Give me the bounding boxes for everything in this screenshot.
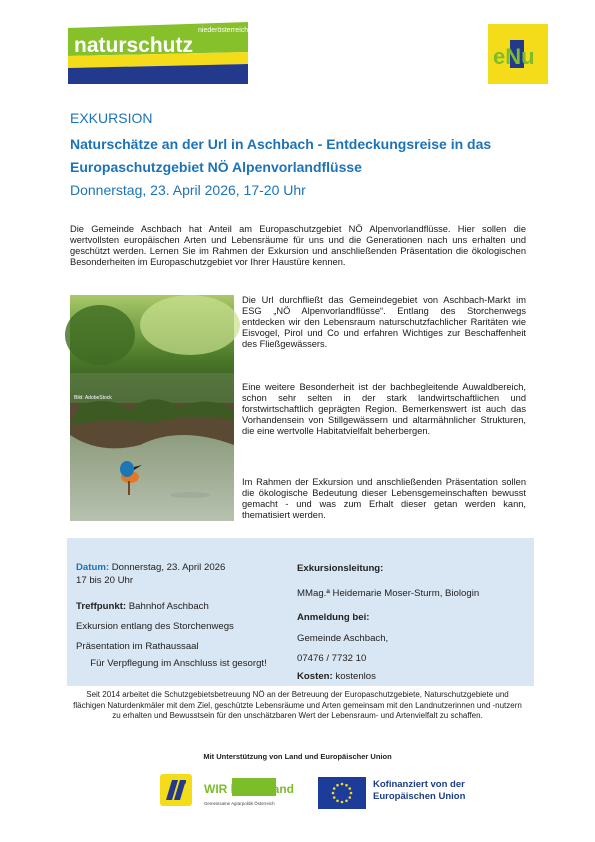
kicker-label: EXKURSION: [70, 110, 153, 126]
wir-leben-land-logo: [202, 776, 294, 808]
kosten-label: Kosten:: [297, 671, 333, 682]
datum-value: Donnerstag, 23. April 2026: [111, 562, 226, 573]
eu-star: [333, 796, 336, 799]
eu-star: [341, 801, 344, 804]
support-line: Mit Unterstützung von Land und Europäischer Union: [203, 752, 392, 761]
eu-star: [350, 792, 353, 795]
title-line-2: Europaschutzgebiet NÖ Alpenvorlandflüsse: [70, 159, 362, 175]
intro-paragraph: Die Gemeinde Aschbach hat Anteil am Europaschutzgebiet NÖ Alpenvorlandflüsse. Hier sollen die wertvollsten europäischen Arten und Lebensräume für uns und die Generationen nach uns erhalten und geschützt werden. Lernen Sie im Rahmen der Exkursion und anschließenden Präsentation die ökologischen Besonderheiten im Europaschutzgebiet vor Ihrer Haustüre kennen.: [70, 224, 526, 267]
time-value: 17 bis 20 Uhr: [76, 575, 134, 586]
eu-star: [336, 784, 339, 787]
praesentation-line: Präsentation im Rathaussaal: [76, 641, 199, 652]
eu-star: [336, 799, 339, 802]
paragraph-auwald: Eine weitere Besonderheit ist der bachbegleitende Auwaldbereich, schon sehr selten in der stark landwirtschaftlichen und forstwirtschaftlich geprägten Region. Bemerkenswert ist auch das Vorhandensein von Stillgewässern und altarmähnlicher Strukturen, die eine wertvolle Habitatvielfalt beherbergen.: [242, 382, 526, 436]
datum-row: [76, 562, 225, 574]
noe-logo: [160, 774, 192, 806]
kosten-row: [297, 671, 376, 683]
title-line-1: Naturschätze an der Url in Aschbach - Entdeckungsreise in das: [70, 136, 492, 152]
eu-star: [348, 796, 351, 799]
photo-credit: Bild: AdobeStock: [74, 395, 112, 401]
eu-star: [333, 787, 336, 790]
eu-star: [345, 784, 348, 787]
enu-wordmark: eNu: [493, 44, 535, 69]
paragraph-praesentation: Im Rahmen der Exkursion und anschließenden Präsentation sollen die ökologische Bedeutung dieser Lebensgemeinschaften bewusst gemacht - und was zum Erhalt dieser getan werden kann, thematisiert werden.: [242, 477, 526, 520]
info-box: [67, 538, 534, 686]
footer-note: Seit 2014 arbeitet die Schutzgebietsbetreuung NÖ an der Betreuung der Europaschutzgebiete, Naturschutzgebiete und flächigen Naturdenkmäler mit dem Ziel, geschützte Lebensräume und Arten gemeinsam mit den Landnutzerinnen und -nutzern zu erhalten und Bewusstsein für den unschätzbaren Wert der Lebensraum- und Artenvielfalt zu schaffen.: [73, 690, 522, 720]
event-date: Donnerstag, 23. April 2026, 17-20 Uhr: [70, 182, 306, 198]
leitung-label: Exkursionsleitung:: [297, 563, 384, 574]
eu-star: [341, 783, 344, 786]
enu-logo: [488, 24, 548, 84]
treffpunkt-row: [76, 601, 209, 613]
leitung-value: MMag.ª Heidemarie Moser-Sturm, Biologin: [297, 588, 480, 599]
naturschutz-tagline: niederösterreich: [198, 27, 249, 34]
anmeldung-label: Anmeldung bei:: [297, 612, 370, 623]
anmeldung-value: Gemeinde Aschbach,: [297, 633, 389, 644]
datum-label: Datum:: [76, 562, 110, 573]
kosten-value: kostenlos: [335, 671, 376, 682]
eu-star: [332, 792, 335, 795]
phone-value: 07476 / 7732 10: [297, 653, 367, 664]
eu-cofinanced: [373, 779, 465, 803]
eu-star: [348, 787, 351, 790]
naturschutz-logo: [68, 22, 248, 84]
exkursion-line: Exkursion entlang des Storchenwegs: [76, 621, 234, 632]
river-kingfisher-photo: [70, 295, 234, 521]
eu-line-1: Kofinanziert von der: [373, 779, 465, 790]
naturschutz-wordmark: naturschutz: [74, 34, 194, 57]
paragraph-url: Die Url durchfließt das Gemeindegebiet von Aschbach-Markt im ESG „NÖ Alpenvorlandflüsse“. Entlang des Storchenwegs entdecken wir den Lebensraum naturschutzfachlicher Raritäten wie Eisvogel, Pirol und Co und erfahren Wichtiges zur Beschaffenheit des Fließgewässers.: [242, 295, 526, 349]
wir-subtitle: Gemeinsame Agrarpolitik Österreich: [204, 801, 275, 806]
treffpunkt-label: Treffpunkt:: [76, 601, 127, 612]
page-title: [70, 133, 565, 179]
eu-line-2: Europäischen Union: [373, 791, 466, 802]
verpflegung-note: Für Verpflegung im Anschluss ist gesorgt!: [90, 658, 267, 669]
eu-star: [345, 799, 348, 802]
treffpunkt-value: Bahnhof Aschbach: [128, 601, 209, 612]
eu-flag-icon: [318, 777, 366, 809]
wir-wordmark: WIR leben Land: [204, 782, 294, 796]
